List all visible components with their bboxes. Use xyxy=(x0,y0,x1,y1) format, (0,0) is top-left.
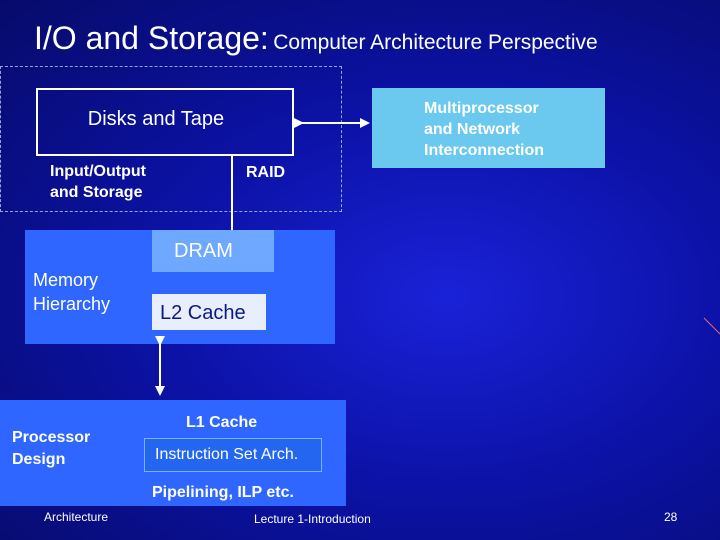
l2-cache-box: L2 Cache xyxy=(152,294,266,330)
io-storage-label-line2: and Storage xyxy=(50,184,143,201)
processor-label-line2: Design xyxy=(12,451,66,468)
footer-center: Lecture 1-Introduction xyxy=(254,512,371,526)
raid-label: RAID xyxy=(246,164,286,181)
title-subtitle: Computer Architecture Perspective xyxy=(273,31,598,54)
decorative-stroke xyxy=(704,318,720,334)
dram-box: DRAM xyxy=(152,230,274,272)
processor-label-line1: Processor xyxy=(12,429,91,446)
instruction-set-arch-box: Instruction Set Arch. xyxy=(144,438,322,472)
l1-cache-label: L1 Cache xyxy=(186,414,258,431)
interconnect-line1: Multiprocessor xyxy=(424,100,539,117)
footer-left: Architecture xyxy=(44,510,109,524)
memory-label-line1: Memory xyxy=(33,270,99,290)
interconnect-line2: and Network xyxy=(424,121,521,138)
interconnect-line3: Interconnection xyxy=(424,142,545,159)
page-number: 28 xyxy=(664,510,678,524)
disks-and-tape-label: Disks and Tape xyxy=(87,108,225,130)
pipelining-label: Pipelining, ILP etc. xyxy=(152,484,294,501)
memory-label-line2: Hierarchy xyxy=(33,294,111,314)
io-storage-label-line1: Input/Output xyxy=(50,163,146,180)
title-main: I/O and Storage: xyxy=(34,20,269,56)
